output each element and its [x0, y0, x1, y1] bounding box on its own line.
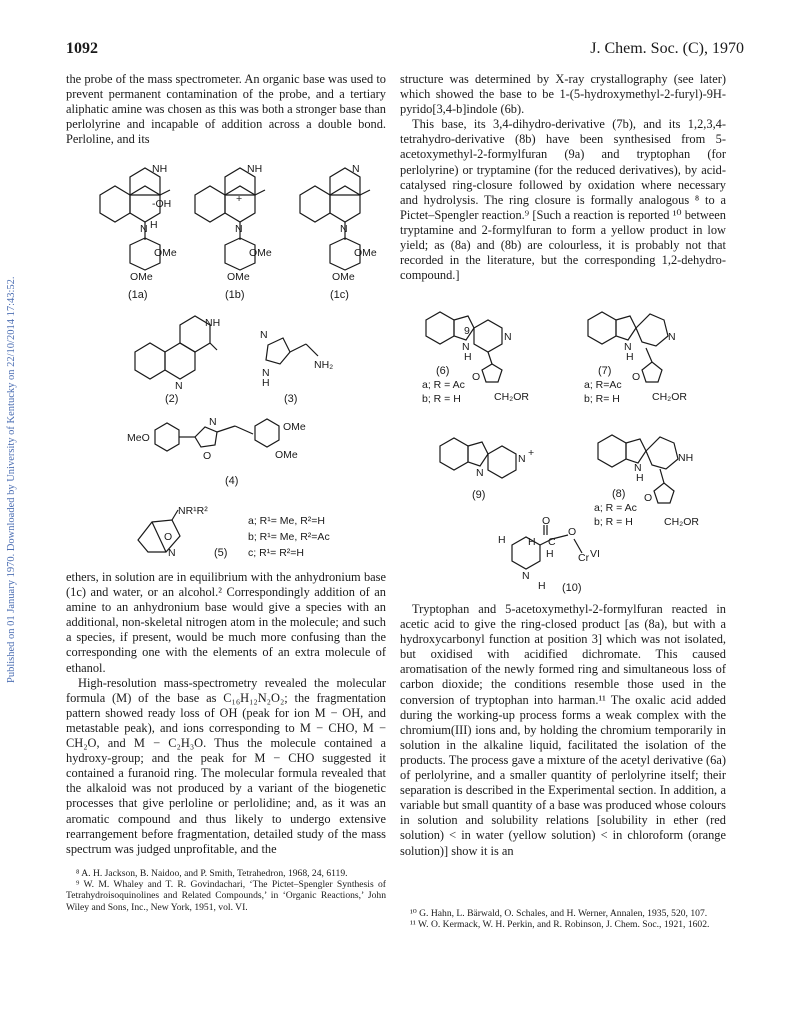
svg-text:N: N [504, 331, 512, 343]
svg-text:N: N [668, 331, 676, 343]
svg-text:N: N [522, 570, 530, 582]
svg-text:O: O [568, 526, 577, 538]
footnote-10: ¹⁰ G. Hahn, L. Bärwald, O. Schales, and H. Werner, Annalen, 1935, 520, 107. [410, 908, 708, 919]
svg-text:a; R=Ac: a; R=Ac [584, 379, 622, 391]
structure-6 [418, 300, 568, 410]
svg-text:NH: NH [678, 452, 694, 464]
svg-text:O: O [542, 515, 551, 527]
svg-text:a; R = Ac: a; R = Ac [422, 379, 465, 391]
structure-5 [130, 500, 390, 562]
svg-text:O: O [203, 450, 212, 462]
svg-text:NH: NH [205, 317, 221, 329]
right-para-tryptophan: Tryptophan and 5-acetoxymethyl-2-formylfuran reacted in acetic acid to give the ring-closed product [as (8a), but with a hydroxycarbonyl function at position 3] which was not isolated, but oxidised with acidified dichromate. This caused aromatisation of the newly formed ring and simultaneous loss of carbon dioxide; the conditions resemble those used in the conversion of tryptophan into harman.¹¹ The oxalic acid added during the working-up process forms a weak complex with the chromium(III) ions and, by holding the chromium temporarily in solution in the alkaline liquid, facilitated the isolation of the products. The process gave a mixture of the acetyl derivative (6a) of perlolyrine, and a smaller quantity of perlolyrine itself; their separation is described in the Experimental section. In addition, a variable but small quantity of a base was produced whose colours in solution and solubility relations [solubility in ether (red solution) < in water (yellow solution) < in chloroform (orange solution)] show it is an [400, 602, 726, 858]
svg-text:b; R = H: b; R = H [594, 516, 633, 528]
footnote-9: ⁹ W. M. Whaley and T. R. Govindachari, ‘The Pictet–Spengler Synthesis of Tetrahydroisoquinolines and Related Compounds,’ in ‘Organic Reactions,’ John Wiley and Sons, Inc., New York, 1951, vol. VI. [66, 879, 386, 913]
svg-text:H: H [626, 351, 634, 363]
svg-text:NR¹R²: NR¹R² [178, 505, 208, 517]
svg-text:-OH: -OH [152, 198, 172, 210]
svg-text:Cr: Cr [578, 552, 590, 564]
svg-text:MeO: MeO [127, 432, 150, 444]
svg-text:(7): (7) [598, 365, 612, 377]
svg-text:b; R = H: b; R = H [422, 393, 461, 405]
svg-text:(8): (8) [612, 488, 626, 500]
journal-header: J. Chem. Soc. (C), 1970 [590, 40, 744, 57]
svg-text:NH: NH [247, 163, 263, 175]
svg-text:OMe: OMe [130, 271, 153, 283]
svg-text:O: O [644, 492, 653, 504]
svg-text:O: O [632, 371, 641, 383]
svg-text:VI: VI [590, 548, 600, 560]
svg-text:N: N [262, 367, 270, 379]
structure-7 [580, 300, 730, 410]
structure-2 [125, 312, 235, 404]
svg-text:N: N [209, 416, 217, 428]
structure-4 [125, 412, 345, 490]
svg-text:N: N [476, 467, 484, 479]
page-number: 1092 [66, 40, 98, 57]
right-para-structure: structure was determined by X-ray crystallography (see later) which showed the base to be 1-(5-hydroxymethyl-2-furyl)-9H-pyrido[3,4-b]indole (6b). [400, 72, 726, 117]
svg-text:H: H [464, 351, 472, 363]
svg-text:CH₂OR: CH₂OR [664, 516, 699, 528]
svg-text:c; R¹= R²=H: c; R¹= R²=H [248, 547, 305, 559]
svg-text:OMe: OMe [332, 271, 355, 283]
svg-text:OMe: OMe [154, 247, 177, 259]
svg-text:C: C [548, 536, 556, 548]
svg-text:b; R¹= Me, R²=Ac: b; R¹= Me, R²=Ac [248, 531, 330, 543]
svg-text:N: N [140, 223, 148, 235]
left-footnotes [66, 868, 386, 913]
right-para-synthesis: This base, its 3,4-dihydro-derivative (7b), and its 1,2,3,4-tetrahydro-derivative (8b) have been synthesised from 5-acetoxymethyl-2-formylfuran (9a) and tryptophan (for perlolyrine) or tryptamine (for the reduced derivatives), by acid-catalysed ring-closure followed by oxidation where necessary and hydrolysis. The ring closure is formally analogous ⁸ to a Pictet–Spengler reaction.⁹ [Such a reaction is reported ¹⁰ between tryptamine and 2-formylfuran to form a yellow product in low yield; as (8a) and (8b) are colourless, it is probably not that recorded in the literature, but the corresponding 1,2-dehydro-compound.] [400, 117, 726, 283]
svg-text:N: N [235, 223, 243, 235]
svg-text:O: O [164, 531, 173, 543]
svg-text:CH₂OR: CH₂OR [494, 391, 529, 403]
svg-text:N: N [340, 223, 348, 235]
svg-text:(3): (3) [284, 393, 298, 405]
structure-10 [492, 515, 612, 597]
footnote-8: ⁸ A. H. Jackson, B. Naidoo, and P. Smith, Tetrahedron, 1968, 24, 6119. [76, 868, 348, 879]
svg-text:(1c): (1c) [330, 289, 349, 301]
structure-1a [70, 150, 180, 300]
svg-text:O: O [472, 371, 481, 383]
structure-9 [432, 428, 552, 508]
svg-text:N: N [352, 163, 360, 175]
svg-text:N: N [168, 547, 176, 559]
left-para-probe: the probe of the mass spectrometer. An organic base was used to prevent permanent contamination of the probe, and a tertiary aliphatic amine was chosen as this was both a stronger base than perlolyrine and incapable of addition across a double bond. Perloline, and its [66, 72, 386, 147]
svg-text:H: H [498, 534, 506, 546]
svg-text:(1b): (1b) [225, 289, 245, 301]
right-footnotes [400, 908, 726, 930]
svg-text:OMe: OMe [227, 271, 250, 283]
svg-text:N: N [634, 462, 642, 474]
right-paragraphs-top [400, 72, 726, 283]
svg-text:H: H [546, 548, 554, 560]
svg-text:N: N [260, 329, 268, 341]
svg-text:N: N [624, 341, 632, 353]
svg-text:H: H [538, 580, 546, 592]
svg-text:(6): (6) [436, 365, 450, 377]
svg-text:(5): (5) [214, 547, 228, 559]
svg-text:H: H [528, 536, 536, 548]
svg-text:(9): (9) [472, 489, 486, 501]
svg-text:+: + [528, 447, 535, 459]
svg-text:+: + [236, 193, 243, 205]
svg-text:9: 9 [464, 325, 470, 337]
structure-3 [248, 320, 338, 404]
svg-text:NH: NH [152, 163, 168, 175]
publication-stamp: Published on 01 January 1970. Downloaded by University of Kentucky on 22/10/2014 17:43:52. [6, 276, 17, 684]
svg-text:OMe: OMe [275, 449, 298, 461]
left-paragraph-top [66, 72, 386, 147]
svg-text:b; R= H: b; R= H [584, 393, 620, 405]
left-para-hrms: High-resolution mass-spectrometry revealed the molecular formula (M) of the base as C₁₆H₁₂N₂O₂; the fragmentation pattern showed ready loss of OH (peak for ion M − OH, and metastable peak), and ions corresponding to M − CHO, M − CH₂O, and M − C₂H₃O. Thus the molecule contained a hydroxy-group; and the peak for M − CHO suggested it contained a furanoid ring. The molecular formula revealed that the alkaloid was not produced by a variant of the biogenetic processes that give perloline or perlolidine; and, as it was an aromatic compound and thus likely to undergo extensive rearrangement before fragmentation, detailed study of the mass spectrum was judged unprofitable, and the [66, 675, 386, 856]
svg-text:(2): (2) [165, 393, 179, 405]
svg-text:(1a): (1a) [128, 289, 148, 301]
svg-text:(10): (10) [562, 582, 582, 594]
svg-text:H: H [636, 472, 644, 484]
svg-text:OMe: OMe [249, 247, 272, 259]
svg-text:OMe: OMe [283, 421, 306, 433]
svg-text:a; R¹= Me, R²=H: a; R¹= Me, R²=H [248, 515, 326, 527]
svg-text:OMe: OMe [354, 247, 377, 259]
left-paragraphs-bottom [66, 570, 386, 857]
svg-text:CH₂OR: CH₂OR [652, 391, 687, 403]
footnote-11: ¹¹ W. O. Kermack, W. H. Perkin, and R. Robinson, J. Chem. Soc., 1921, 1602. [410, 919, 710, 931]
structure-1c [290, 150, 400, 300]
structure-1b [185, 150, 295, 300]
svg-text:N: N [518, 453, 526, 465]
svg-text:N: N [462, 341, 470, 353]
right-paragraph-bottom [400, 602, 726, 859]
svg-text:NH₂: NH₂ [314, 359, 334, 371]
left-para-ethers: ethers, in solution are in equilibrium with the anhydronium base (1c) and water, or an alcohol.² Correspondingly addition of an amine to an anhydronium base would give a species with an additional, non-skeletal nitrogen atom in the molecule; and such a species, if present, would be much more confusing than the corresponding one with the elements of an extra molecule of ethanol. [66, 570, 386, 675]
svg-text:H: H [262, 377, 270, 389]
svg-text:a; R = Ac: a; R = Ac [594, 502, 637, 514]
svg-text:(4): (4) [225, 475, 239, 487]
svg-text:N: N [175, 380, 183, 392]
svg-text:H: H [150, 219, 158, 231]
